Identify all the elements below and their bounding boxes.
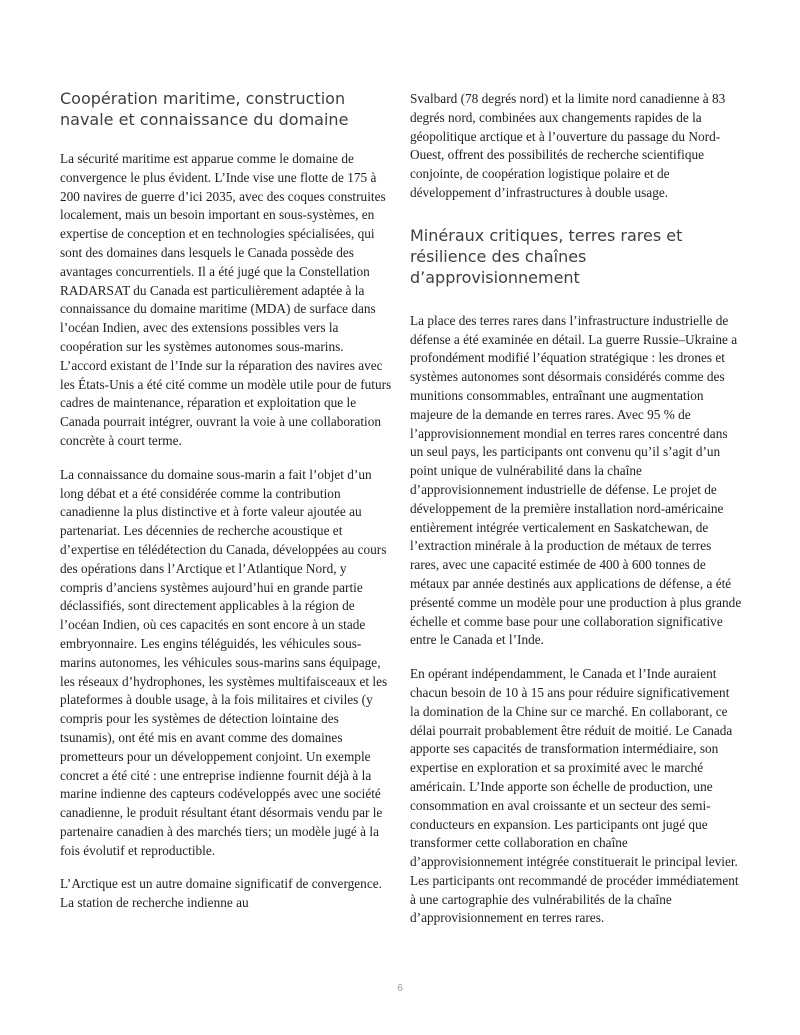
paragraph-rare-earths: La place des terres rares dans l’infrastructure industrielle de défense a été examinée en détail. La guerre Russie–Ukraine a profondément modifié l’équation stratégique : les drones et systèmes autonomes sont désormais considérés comme des munitions consommables, entraînant une augmentation majeure de la demande en terres rares. Avec 95 % de l’approvisionnement mondial en terres rares concentré dans un seul pays, les participants ont convenu qu’il s’agit d’un point unique de vulnérabilité dans la chaîne d’approvisionnement industrielle de défense. Le projet de développement de la première installation nord-américaine entièrement intégrée verticalement en Saskatchewan, de l’extraction minérale à la production de métaux de terres rares, avec une capacité estimée de 400 à 600 tonnes de métaux par année destinés aux applications de défense, a été présenté comme un modèle pour une production à plus grande échelle et comme base pour une collaboration significative entre le Canada et l’Inde. <box>410 312 742 648</box>
paragraph-arctic: L’Arctique est un autre domaine significatif de convergence. La station de recherche indienne au <box>60 876 382 911</box>
paragraph-underwater-domain: La connaissance du domaine sous-marin a fait l’objet d’un long débat et a été considérée comme la contribution canadienne la plus distinctive et à forte valeur ajoutée au partenariat. Les décennies de recherche acoustique et d’expertise en télédétection du Canada, développées au cours des opérations dans l’Arctique et l’Atlantique Nord, y compris d’anciens systèmes aujourd’hui en grande partie déclassifiés, sont directement applicables à la région de l’océan Indien, où ces capacités en sont encore à un stade embryonnaire. Les engins téléguidés, les véhicules sous-marins autonomes, les véhicules sous-marins sans équipage, les réseaux d’hydrophones, les systèmes multifaisceaux et les plateformes à double usage, à la fois militaires et civiles (y compris pour les systèmes de détection lointaine des tsunamis), ont été mis en avant comme des domaines prometteurs pour un développement conjoint. Un exemple concret a été cité : une entreprise indienne fournit déjà à la marine indienne des capteurs codéveloppés avec une société canadienne, le produit résultant étant désormais vendu par le partenaire canadien à des marchés tiers; un modèle jugé à la fois évolutif et reproductible. <box>60 466 388 858</box>
paragraph-collaboration: En opérant indépendamment, le Canada et l’Inde auraient chacun besoin de 10 à 15 ans pour réduire significativement la domination de la Chine sur ce marché. En collaborant, ce délai pourrait probablement être réduit de moitié. Le Canada apporte ses capacités de transformation intermédiaire, son expertise en exploration et sa proximité avec le marché américain. L’Inde apporte son échelle de production, une consommation en aval croissante et un secteur des semi-conducteurs en expansion. Les participants ont jugé que transformer cette collaboration en chaîne d’approvisionnement intégrée constituerait le principal levier. Les participants ont recommandé de procéder immédiatement à une cartographie des vulnérabilités de la chaîne d’approvisionnement en terres rares. <box>410 666 739 926</box>
left-column <box>60 88 392 928</box>
page-number: 6 <box>397 983 403 994</box>
paragraph-arctic-continued: Svalbard (78 degrés nord) et la limite nord canadienne à 83 degrés nord, combinées aux changements rapides de la géopolitique arctique et à l’ouverture du passage du Nord-Ouest, offrent des possibilités de recherche scientifique conjointe, de coopération logistique polaire et de développement d’infrastructures à double usage. <box>410 91 726 200</box>
paragraph-maritime-security: La sécurité maritime est apparue comme le domaine de convergence le plus évident. L’Inde vise une flotte de 175 à 200 navires de guerre d’ici 2035, avec des coques construites localement, mais un besoin important en sous-systèmes, en expertise de conception et en technologies spécialisées, qui sont des domaines dans lesquels le Canada possède des avantages concurrentiels. Il a été jugé que la Constellation RADARSAT du Canada est particulièrement adaptée à la connaissance du domaine maritime (MDA) de surface dans l’océan Indien, avec des extensions possibles vers la coopération sur les systèmes autonomes sous-marins. L’accord existant de l’Inde sur la réparation des navires avec les États-Unis a été cité comme un modèle utile pour de futurs cadres de maintenance, réparation et exploitation que le Canada pourrait intégrer, ouvrant la voie à une collaboration concrète à court terme. <box>60 151 392 448</box>
section-heading-critical-minerals: Minéraux critiques, terres rares et résilience des chaînes d’approvisionnement <box>410 225 683 287</box>
right-column <box>410 90 742 943</box>
section-heading-maritime: Coopération maritime, construction navale et connaissance du domaine <box>60 89 349 129</box>
